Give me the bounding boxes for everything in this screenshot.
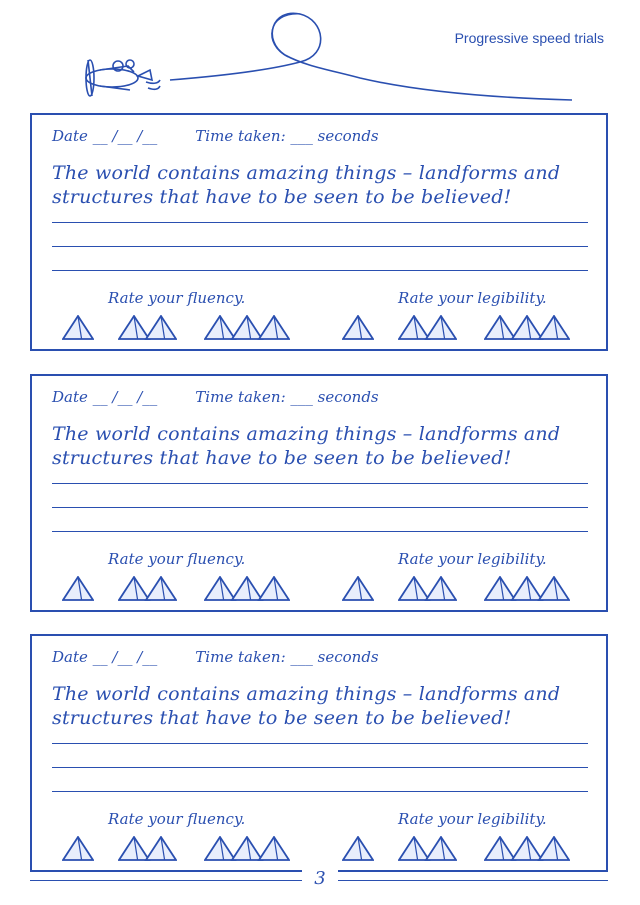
page-number <box>0 868 640 889</box>
model-sentence: The world contains amazing things – landforms and structures that have to be seen to be believed! <box>52 683 561 729</box>
time-taken-label[interactable]: Time taken: ___ seconds <box>195 127 379 145</box>
page-header-title: Progressive speed trials <box>454 30 604 46</box>
time-taken-label[interactable]: Time taken: ___ seconds <box>195 648 379 666</box>
legibility-rating-1[interactable] <box>342 836 374 862</box>
legibility-rating-label: Rate your legibility. <box>398 550 547 568</box>
legibility-rating-label: Rate your legibility. <box>398 289 547 307</box>
fluency-rating-2[interactable] <box>118 315 177 341</box>
legibility-rating-3[interactable] <box>484 576 570 602</box>
fluency-rating-label: Rate your fluency. <box>108 810 246 828</box>
page-number-text: 3 <box>302 868 337 889</box>
date-field-label[interactable]: Date __ /__ /__ <box>52 127 158 145</box>
writing-line[interactable] <box>52 246 588 247</box>
speed-trial-card-3 <box>30 634 608 872</box>
fluency-rating-2[interactable] <box>118 576 177 602</box>
writing-line[interactable] <box>52 791 588 792</box>
legibility-rating-2[interactable] <box>398 576 457 602</box>
fluency-rating-1[interactable] <box>62 836 94 862</box>
model-sentence: The world contains amazing things – landforms and structures that have to be seen to be believed! <box>52 423 561 469</box>
legibility-rating-1[interactable] <box>342 315 374 341</box>
writing-line[interactable] <box>52 270 588 271</box>
airplane-illustration <box>0 0 640 110</box>
date-field-label[interactable]: Date __ /__ /__ <box>52 388 158 406</box>
writing-line[interactable] <box>52 531 588 532</box>
model-sentence: The world contains amazing things – landforms and structures that have to be seen to be believed! <box>52 162 561 208</box>
fluency-rating-label: Rate your fluency. <box>108 289 246 307</box>
legibility-rating-1[interactable] <box>342 576 374 602</box>
date-field-label[interactable]: Date __ /__ /__ <box>52 648 158 666</box>
writing-line[interactable] <box>52 483 588 484</box>
legibility-rating-3[interactable] <box>484 315 570 341</box>
legibility-rating-label: Rate your legibility. <box>398 810 547 828</box>
fluency-rating-3[interactable] <box>204 576 290 602</box>
fluency-rating-1[interactable] <box>62 576 94 602</box>
legibility-rating-2[interactable] <box>398 315 457 341</box>
writing-line[interactable] <box>52 507 588 508</box>
fluency-rating-3[interactable] <box>204 836 290 862</box>
speed-trial-card-1 <box>30 113 608 351</box>
speed-trial-card-2 <box>30 374 608 612</box>
legibility-rating-2[interactable] <box>398 836 457 862</box>
fluency-rating-label: Rate your fluency. <box>108 550 246 568</box>
writing-line[interactable] <box>52 767 588 768</box>
fluency-rating-1[interactable] <box>62 315 94 341</box>
legibility-rating-3[interactable] <box>484 836 570 862</box>
fluency-rating-2[interactable] <box>118 836 177 862</box>
time-taken-label[interactable]: Time taken: ___ seconds <box>195 388 379 406</box>
writing-line[interactable] <box>52 743 588 744</box>
fluency-rating-3[interactable] <box>204 315 290 341</box>
writing-line[interactable] <box>52 222 588 223</box>
